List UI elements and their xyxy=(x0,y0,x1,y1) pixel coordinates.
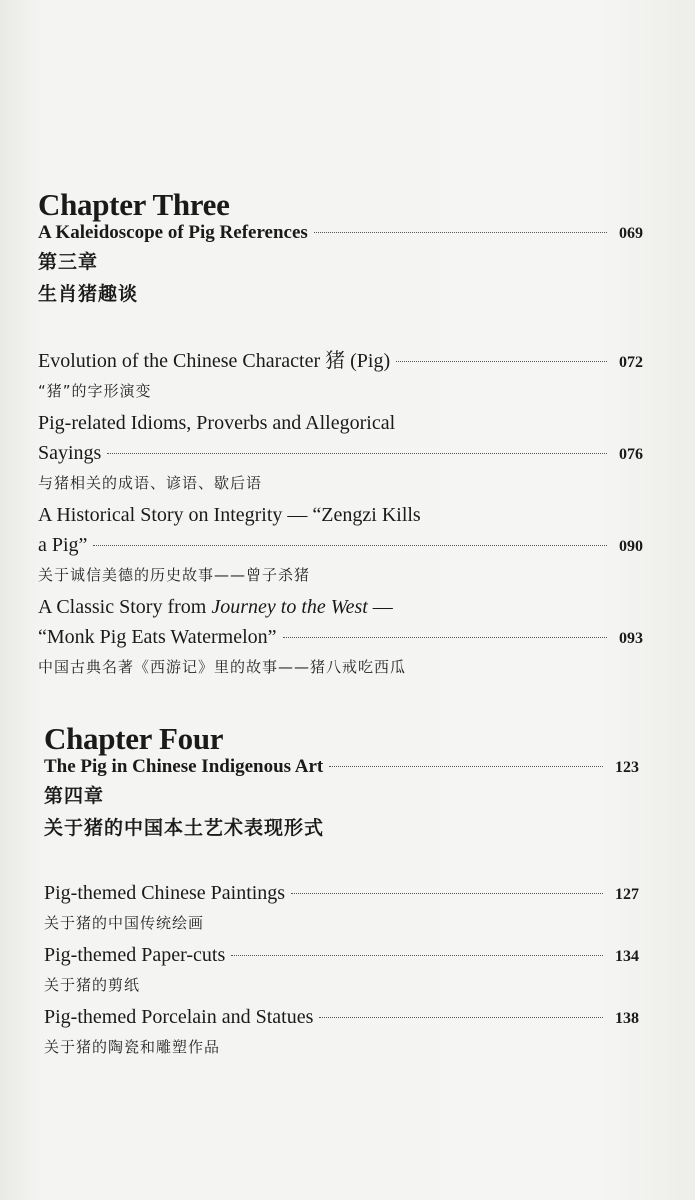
entry-title: Evolution of the Chinese Character 猪 (Pig) xyxy=(38,350,391,372)
entry-row xyxy=(38,346,643,376)
toc-entry xyxy=(38,592,643,682)
entry-cn-title: 关于诚信美德的历史故事——曾子杀猪 xyxy=(38,566,311,584)
chapter-title: Chapter Three xyxy=(38,187,230,222)
page-number: 123 xyxy=(615,759,639,776)
dot-leader xyxy=(319,1017,603,1018)
entry-list xyxy=(44,878,639,1062)
toc-entry xyxy=(44,1002,639,1062)
toc-entry xyxy=(38,500,643,590)
dot-leader xyxy=(93,545,607,546)
dot-leader xyxy=(314,232,607,233)
entry-title: Pig-themed Porcelain and Statues xyxy=(44,1006,314,1028)
entry-title-suffix: — xyxy=(367,596,393,618)
entry-title-line2: a Pig” xyxy=(38,534,88,556)
entry-title-line2: “Monk Pig Eats Watermelon” xyxy=(38,626,277,648)
entry-title: Pig-themed Chinese Paintings xyxy=(44,882,286,904)
page-number: 069 xyxy=(619,225,643,242)
entry-row xyxy=(38,622,643,652)
entry-cn-title: 与猪相关的成语、谚语、歇后语 xyxy=(38,474,263,492)
entry-title-prefix: A Classic Story from xyxy=(38,596,212,618)
page-number: 127 xyxy=(615,886,639,903)
page-number: 076 xyxy=(619,446,643,463)
entry-cn-title: 关于猪的中国传统绘画 xyxy=(44,914,205,932)
entry-cn-title: “猪”的字形演变 xyxy=(38,382,152,400)
chapter-three-section xyxy=(38,188,643,684)
chapter-cn-subtitle: 生肖猪趣谈 xyxy=(38,283,139,305)
chapter-subtitle: The Pig in Chinese Indigenous Art xyxy=(44,756,324,777)
entry-title: Pig-themed Paper-cuts xyxy=(44,944,226,966)
entry-cn-title: 中国古典名著《西游记》里的故事——猪八戒吃西瓜 xyxy=(38,658,407,676)
toc-entry xyxy=(44,940,639,1000)
entry-cn-title: 关于猪的剪纸 xyxy=(44,976,141,994)
chapter-cn-title: 第三章 xyxy=(38,251,99,273)
entry-title-line2: Sayings xyxy=(38,442,102,464)
dot-leader xyxy=(107,453,607,454)
page-number: 138 xyxy=(615,1010,639,1027)
toc-entry xyxy=(44,878,639,938)
toc-entry xyxy=(38,408,643,498)
entry-list xyxy=(38,346,643,682)
dot-leader xyxy=(396,361,607,362)
entry-cn-title: 关于猪的陶瓷和雕塑作品 xyxy=(44,1038,221,1056)
entry-title-line1 xyxy=(38,592,643,622)
chapter-subtitle-row xyxy=(38,220,643,246)
entry-row xyxy=(44,1002,639,1032)
chapter-four-section xyxy=(44,722,639,1064)
chapter-cn-subtitle: 关于猪的中国本土艺术表现形式 xyxy=(44,817,325,839)
dot-leader xyxy=(283,637,607,638)
chapter-title: Chapter Four xyxy=(44,721,224,756)
chapter-subtitle: A Kaleidoscope of Pig References xyxy=(38,222,308,243)
entry-row xyxy=(38,530,643,560)
page-number: 072 xyxy=(619,354,643,371)
dot-leader xyxy=(329,766,603,767)
entry-row xyxy=(44,940,639,970)
dot-leader xyxy=(231,955,603,956)
page-number: 090 xyxy=(619,538,643,555)
dot-leader xyxy=(291,893,603,894)
entry-row xyxy=(44,878,639,908)
chapter-cn-title: 第四章 xyxy=(44,785,105,807)
page-number: 134 xyxy=(615,948,639,965)
entry-title-line1: Pig-related Idioms, Proverbs and Allegorical xyxy=(38,412,396,434)
book-title-italic: Journey to the West xyxy=(211,596,368,618)
chapter-subtitle-row xyxy=(44,754,639,780)
entry-row xyxy=(38,438,643,468)
page-number: 093 xyxy=(619,630,643,647)
entry-title-line1: A Historical Story on Integrity — “Zengzi Kills xyxy=(38,504,421,526)
toc-entry xyxy=(38,346,643,406)
